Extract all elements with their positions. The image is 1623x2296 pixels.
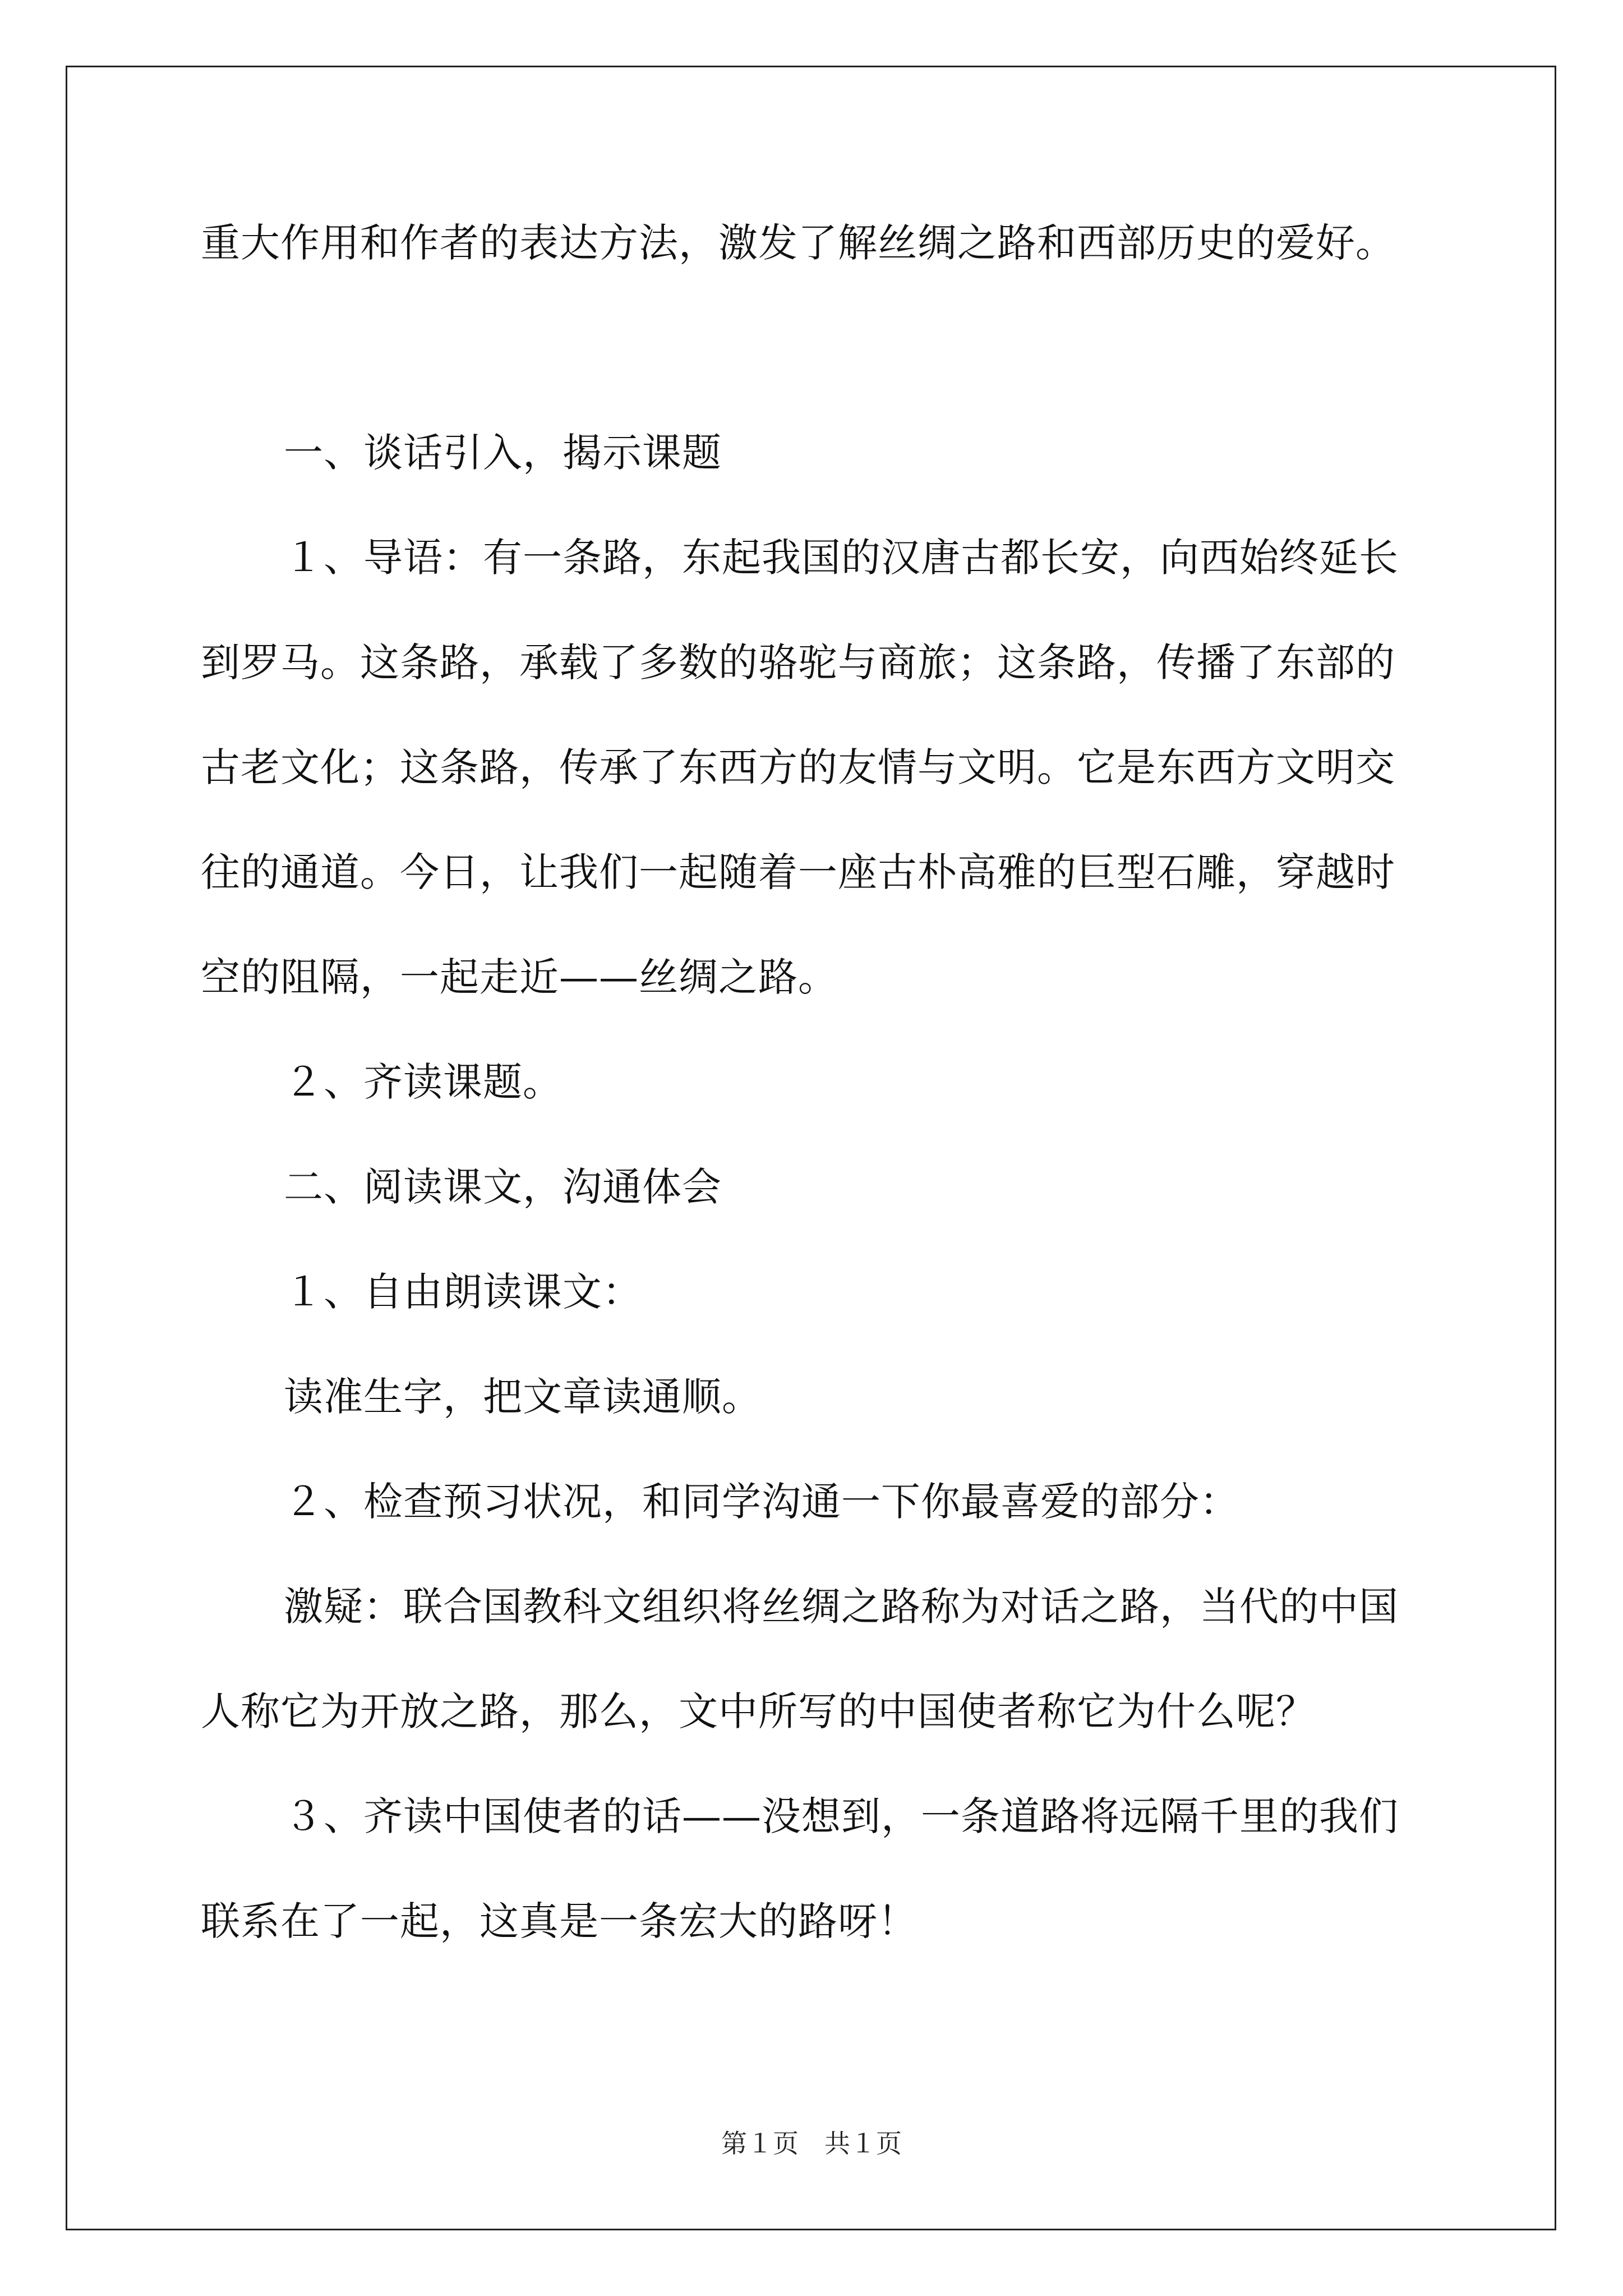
paragraph: 重大作用和作者的表达方法，激发了解丝绸之路和西部历史的爱好。 [201, 220, 1395, 266]
paragraph: 读准生字，把文章读通顺。 [284, 1374, 762, 1420]
paragraph: 激疑：联合国教科文组织将丝绸之路称为对话之路，当代的中国人称它为开放之路，那么，文中所写的中国使者称它为什么呢？ [201, 1584, 1399, 1734]
paragraph: ３、齐读中国使者的话——没想到，一条道路将远隔千里的我们联系在了一起，这真是一条宏大的路呀！ [201, 1793, 1399, 1944]
document-body [201, 191, 1435, 1974]
paragraph: 一、谈话引入，揭示课题 [284, 430, 722, 476]
paragraph: ２、检查预习状况，和同学沟通一下你最喜爱的部分： [284, 1479, 1239, 1525]
page-footer: 第１页 共１页 [721, 2128, 902, 2159]
paragraph-gap [201, 296, 1435, 401]
paragraph: １、自由朗读课文： [284, 1269, 642, 1315]
paragraph: 二、阅读课文，沟通体会 [284, 1164, 722, 1210]
paragraph: ２、齐读课题。 [284, 1059, 562, 1105]
paragraph: １、导语：有一条路，东起我国的汉唐古都长安，向西始终延长到罗马。这条路，承载了多数的骆驼与商旅；这条路，传播了东部的古老文化；这条路，传承了东西方的友情与文明。它是东西方文明交往的通道。今日，让我们一起随着一座古朴高雅的巨型石雕，穿越时空的阻隔，一起走近——丝绸之路。 [201, 535, 1399, 1000]
